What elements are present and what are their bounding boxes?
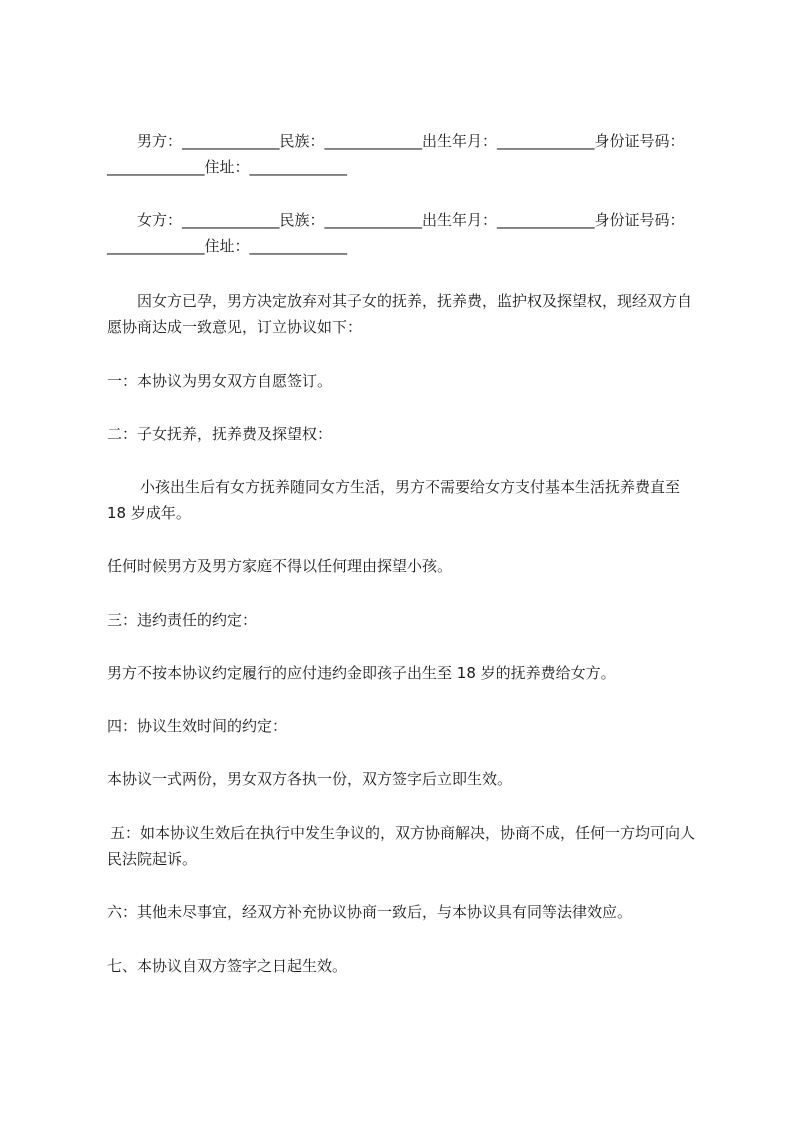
female-party-info: 女方：_____________民族：_____________出生年月：_____________身份证号码：_____________住址：_____________	[107, 211, 685, 255]
clause-1: 一：本协议为男女双方自愿签订。	[107, 372, 333, 390]
clause-2-visitation: 任何时候男方及男方家庭不得以任何理由探望小孩。	[107, 557, 453, 575]
clause-3-heading: 三：违约责任的约定：	[107, 611, 258, 629]
clause-7: 七、本协议自双方签字之日起生效。	[107, 957, 348, 975]
preamble-paragraph: 因女方已孕，男方决定放弃对其子女的抚养，抚养费，监护权及探望权，现经双方自愿协商达成一致意见，订立协议如下：	[107, 292, 693, 336]
clause-4-heading: 四：协议生效时间的约定：	[107, 717, 288, 735]
male-party-info: 男方：_____________民族：_____________出生年月：_____________身份证号码：_____________住址：_____________	[107, 132, 685, 176]
clause-4-effect: 本协议一式两份，男女双方各执一份，双方签字后立即生效。	[107, 770, 513, 788]
clause-2-heading: 二：子女抚养，抚养费及探望权：	[107, 425, 333, 443]
clause-3-penalty: 男方不按本协议约定履行的应付违约金即孩子出生至 18 岁的抚养费给女方。	[107, 664, 616, 682]
clause-2-custody: 小孩出生后有女方抚养随同女方生活，男方不需要给女方支付基本生活抚养费直至 18 岁成年。	[107, 478, 681, 522]
clause-5: 五：如本协议生效后在执行中发生争议的，双方协商解决，协商不成，任何一方均可向人民法院起诉。	[107, 824, 696, 868]
clause-6: 六：其他未尽事宜，经双方补充协议协商一致后，与本协议具有同等法律效应。	[107, 903, 633, 921]
